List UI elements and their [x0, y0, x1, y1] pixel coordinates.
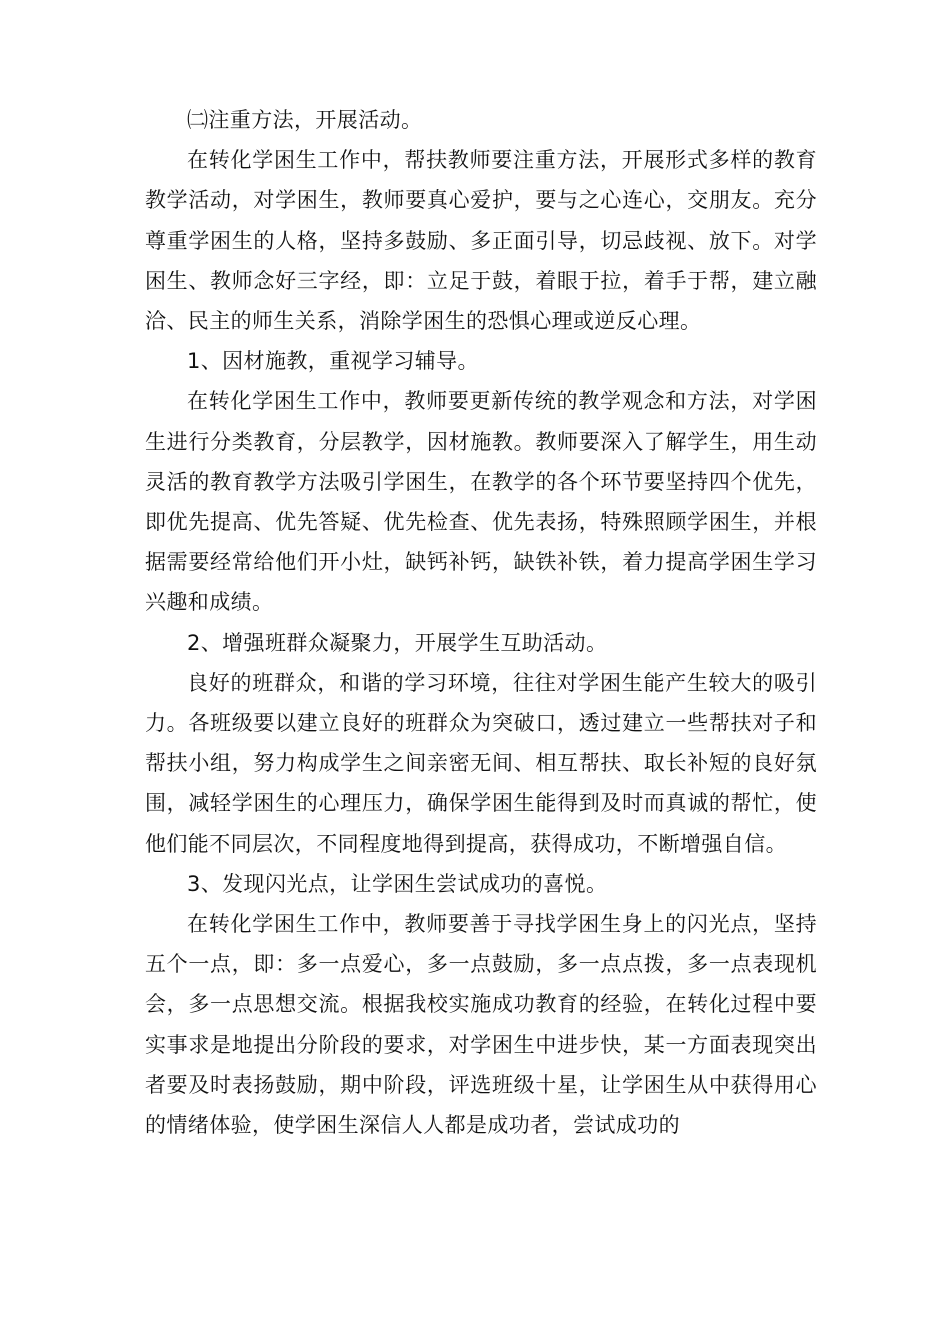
document-body	[145, 100, 817, 1145]
body-paragraph: 在转化学困生工作中，帮扶教师要注重方法，开展形式多样的教育教学活动，对学困生，教师要真心爱护，要与之心连心，交朋友。充分尊重学困生的人格，坚持多鼓励、多正面引导，切忌歧视、放下。对学困生、教师念好三字经，即：立足于鼓，着眼于拉，着手于帮，建立融洽、民主的师生关系，消除学困生的恐惧心理或逆反心理。	[145, 148, 817, 334]
body-paragraph: 在转化学困生工作中，教师要更新传统的教学观念和方法，对学困生进行分类教育，分层教学，因材施教。教师要深入了解学生，用生动灵活的教育教学方法吸引学困生，在教学的各个环节要坚持四个优先，即优先提高、优先答疑、优先检查、优先表扬，特殊照顾学困生，并根据需要经常给他们开小灶，缺钙补钙，缺铁补铁，着力提高学困生学习兴趣和成绩。	[145, 389, 817, 615]
body-paragraph: 在转化学困生工作中，教师要善于寻找学困生身上的闪光点，坚持五个一点，即：多一点爱心，多一点鼓励，多一点点拨，多一点表现机会，多一点思想交流。根据我校实施成功教育的经验，在转化过程中要实事求是地提出分阶段的要求，对学困生中进步快，某一方面表现突出者要及时表扬鼓励，期中阶段，评选班级十星，让学困生从中获得用心的情绪体验，使学困生深信人人都是成功者，尝试成功的	[145, 912, 817, 1138]
section-heading: ㈡注重方法，开展活动。	[187, 108, 423, 132]
subsection-heading: 2、增强班群众凝聚力，开展学生互助活动。	[187, 630, 608, 655]
subsection-heading: 3、发现闪光点，让学困生尝试成功的喜悦。	[187, 871, 608, 896]
body-paragraph: 良好的班群众，和谐的学习环境，往往对学困生能产生较大的吸引力。各班级要以建立良好的班群众为突破口，透过建立一些帮扶对子和帮扶小组，努力构成学生之间亲密无间、相互帮扶、取长补短的良好氛围，减轻学困生的心理压力，确保学困生能得到及时而真诚的帮忙，使他们能不同层次，不同程度地得到提高，获得成功，不断增强自信。	[145, 670, 817, 856]
subsection-heading: 1、因材施教，重视学习辅导。	[187, 349, 479, 374]
